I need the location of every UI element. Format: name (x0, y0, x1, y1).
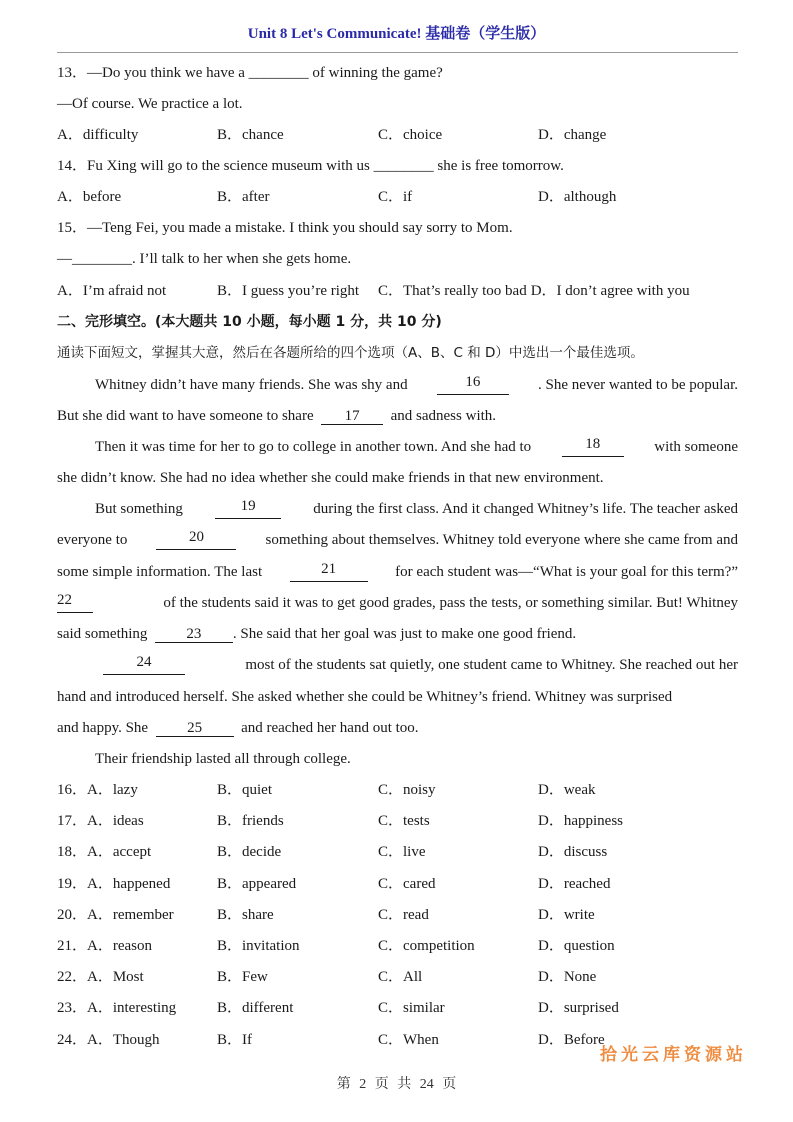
q15-reply-post: . I’ll talk to her when she gets home. (132, 251, 352, 267)
cloze-option-a (57, 905, 174, 925)
option-text: A．accept (87, 844, 152, 861)
passage-line (103, 655, 738, 675)
blank-17: 17 (321, 409, 383, 425)
passage-text: But something (95, 501, 183, 517)
cloze-option-b: B．friends (217, 813, 284, 830)
passage-line (57, 562, 738, 582)
passage-text: everyone to (57, 532, 128, 548)
question-14-stem (57, 156, 564, 176)
question-number: 17． (57, 813, 88, 830)
blank-16: 16 (437, 375, 509, 395)
passage-line (95, 375, 738, 395)
passage-line (57, 530, 738, 550)
q15-blank: ________ (72, 251, 132, 267)
cloze-option-d: D．discuss (538, 844, 608, 861)
passage-line (95, 499, 738, 519)
question-number: 24． (57, 1031, 88, 1048)
question-number: 20． (57, 906, 88, 923)
question-number: 21． (57, 938, 88, 954)
section-2-title: 二、完形填空。(本大题共 10 小题，每小题 1 分，共 10 分) (57, 314, 442, 330)
passage-line (95, 437, 738, 457)
blank-24: 24 (103, 655, 185, 675)
cloze-option-b: B．appeared (217, 875, 297, 892)
cloze-option-b: B．Few (217, 969, 268, 986)
cloze-option-b: B．invitation (217, 938, 300, 954)
option-text: A．lazy (87, 782, 138, 798)
passage-line: she didn’t know. She had no idea whether she could make friends in that new environment. (57, 470, 604, 486)
passage-text: . She said that her goal was just to make one good friend. (232, 626, 577, 642)
blank-20: 20 (156, 530, 236, 550)
question-number: 16． (57, 782, 88, 798)
cloze-option-d: D．surprised (538, 1000, 619, 1017)
cloze-option-c: C．similar (378, 1000, 445, 1017)
q14-stem-pre: 14．Fu Xing will go to the science museum with us (57, 158, 374, 174)
blank-19: 19 (215, 499, 281, 519)
q15-option-b: B．I guess you’re right (217, 283, 360, 299)
cloze-option-a (57, 874, 170, 894)
question-13-stem (57, 63, 443, 83)
header-divider (57, 52, 738, 53)
blank-25: 25 (156, 721, 234, 737)
cloze-option-d: D．write (538, 906, 595, 923)
cloze-option-a (57, 967, 144, 987)
question-15-stem: 15．—Teng Fei, you made a mistake. I think you should say sorry to Mom. (57, 220, 513, 236)
passage-text: for each student was—“What is your goal for this term?” (395, 564, 738, 580)
cloze-option-c: C．tests (378, 813, 430, 830)
q14-blank: ________ (373, 158, 434, 174)
option-text: A．remember (87, 906, 174, 923)
q14-option-c: C．if (378, 189, 413, 205)
passage-text: most of the students sat quietly, one student came to Whitney. She reached out her (245, 657, 738, 673)
question-15-reply (57, 249, 351, 269)
cloze-option-a (57, 936, 152, 956)
passage-text: said something (57, 626, 148, 642)
cloze-option-c: C．noisy (378, 782, 436, 798)
blank-22: 22 (57, 593, 93, 613)
blank-21: 21 (290, 562, 368, 582)
option-text: A．happened (87, 875, 171, 892)
page-footer: 第 2 页 共 24 页 (336, 1077, 457, 1092)
q15-option-a: A．I’m afraid not (57, 283, 167, 299)
q15-options-row (57, 281, 690, 301)
cloze-option-c: C．All (378, 969, 423, 986)
passage-text: But she did want to have someone to share (57, 408, 314, 424)
cloze-option-d: D．question (538, 938, 615, 954)
passage-line: Their friendship lasted all through college. (95, 751, 351, 767)
blank-23: 23 (155, 627, 233, 643)
passage-line (57, 593, 738, 613)
cloze-option-d: D．reached (538, 875, 611, 892)
q15-option-c: C．That’s really too bad (378, 283, 527, 299)
option-text: A．Most (87, 969, 144, 986)
passage-text: Whitney didn’t have many friends. She was shy and (95, 377, 408, 393)
question-number: 19． (57, 875, 88, 892)
cloze-option-c: C．read (378, 906, 429, 923)
q14-stem-post: she is free tomorrow. (433, 158, 564, 174)
cloze-option-b: B．decide (217, 844, 282, 861)
cloze-option-b: B．share (217, 906, 274, 923)
option-text: A．interesting (87, 1000, 177, 1017)
passage-text: Then it was time for her to go to college in another town. And she had to (95, 439, 532, 455)
question-number: 22． (57, 969, 88, 986)
passage-text: with someone (654, 439, 738, 455)
question-number: 23． (57, 1000, 88, 1017)
passage-text: hand and introduced herself. She asked whether she could be Whitney’s friend. Whitney was surprised (57, 689, 673, 705)
q13-option-b: B．chance (217, 127, 284, 143)
passage-line (57, 406, 496, 426)
q13-option-c: C．choice (378, 127, 443, 143)
q14-option-d: D．although (538, 189, 617, 205)
cloze-option-d: D．None (538, 969, 597, 986)
passage-text: some simple information. The last (57, 564, 263, 580)
q13-stem-pre: 13．—Do you think we have a (57, 65, 249, 81)
passage-text: during the first class. And it changed Whitney’s life. The teacher asked (313, 501, 738, 517)
blank-18: 18 (562, 437, 624, 457)
q14-option-a: A．before (57, 189, 122, 205)
section-2-instruction: 通读下面短文，掌握其大意，然后在各题所给的四个选项（A、B、C 和 D）中选出一个最佳选项。 (57, 345, 644, 361)
q13-blank: ________ (248, 65, 309, 81)
passage-text: of the students said it was to get good grades, pass the tests, or something similar. But! Whitney (163, 595, 738, 611)
passage-line (57, 687, 738, 707)
cloze-option-b: B．If (217, 1031, 252, 1048)
watermark-logo: 拾光云库资源站 (600, 1045, 747, 1065)
cloze-option-b: B．quiet (217, 782, 272, 798)
q13-stem-post: of winning the game? (308, 65, 443, 81)
question-number: 18． (57, 844, 88, 861)
page-header-title: Unit 8 Let's Communicate! 基础卷（学生版） (247, 26, 546, 42)
cloze-option-c: C．live (378, 844, 426, 861)
cloze-option-a (57, 998, 176, 1018)
passage-text: and reached her hand out too. (241, 720, 419, 736)
question-13-reply: —Of course. We practice a lot. (57, 96, 243, 112)
passage-text: . She never wanted to be popular. (538, 377, 738, 393)
option-text: A．reason (87, 938, 152, 954)
q13-option-a: A．difficulty (57, 127, 139, 143)
cloze-option-a (57, 780, 138, 800)
cloze-option-b: B．different (217, 1000, 294, 1017)
q15-reply-pre: — (57, 251, 72, 267)
passage-text: something about themselves. Whitney told everyone where she came from and (265, 532, 738, 548)
cloze-option-d: D．weak (538, 782, 596, 798)
cloze-option-c: C．When (378, 1031, 439, 1048)
cloze-option-c: C．competition (378, 938, 475, 954)
passage-line (57, 718, 419, 738)
q15-option-d: D．I don’t agree with you (530, 283, 690, 299)
q14-option-b: B．after (217, 189, 270, 205)
passage-text: and sadness with. (390, 408, 497, 424)
cloze-option-a (57, 842, 151, 862)
option-text: A．Though (87, 1031, 160, 1048)
cloze-option-d: D．Before (538, 1031, 605, 1048)
q13-option-d: D．change (538, 127, 607, 143)
cloze-option-c: C．cared (378, 875, 436, 892)
cloze-option-a (57, 1030, 160, 1050)
cloze-option-a (57, 811, 144, 831)
cloze-option-d: D．happiness (538, 813, 623, 830)
option-text: A．ideas (87, 813, 144, 830)
passage-text: and happy. She (57, 720, 149, 736)
passage-line (57, 624, 576, 644)
